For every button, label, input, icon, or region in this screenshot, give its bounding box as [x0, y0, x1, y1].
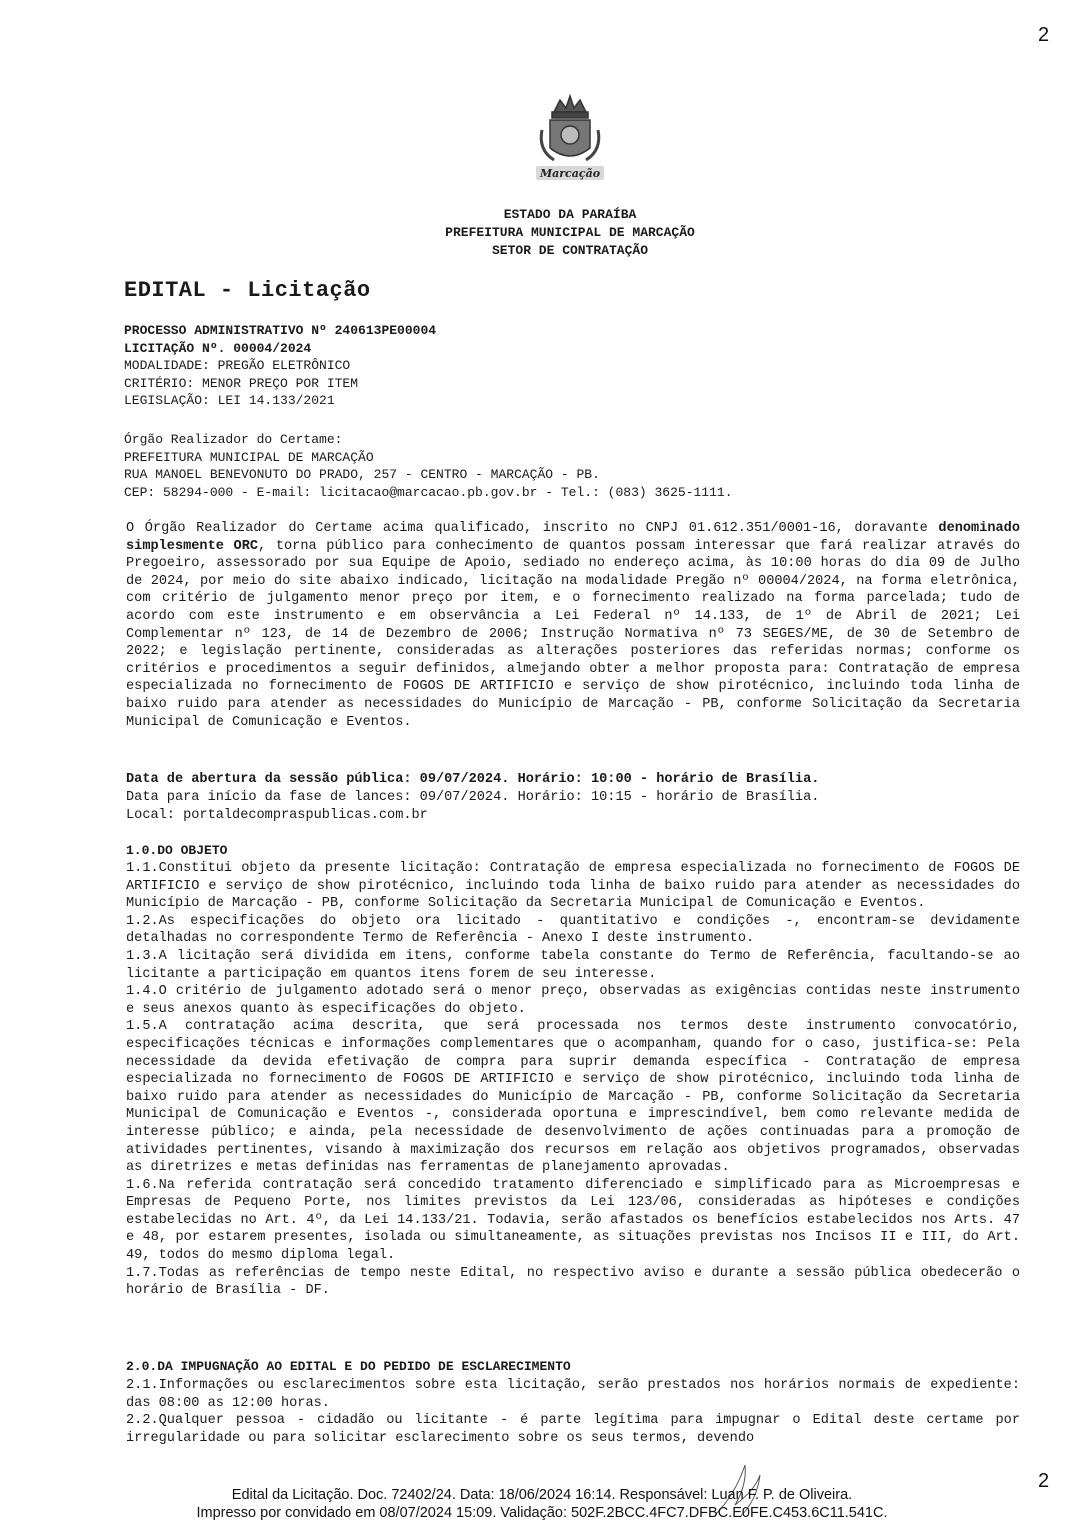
section1-item: 1.2.As especificações do objeto ora licitado - quantitativo e condições -, encontram-se devidamente detalhadas no correspondente Termo de Referência - Anexo I deste instrumento. [126, 913, 1020, 947]
section2-heading: 2.0.DA IMPUGNAÇÃO AO EDITAL E DO PEDIDO DE ESCLARECIMENTO [126, 1359, 571, 1374]
criterio-line: CRITÉRIO: MENOR PREÇO POR ITEM [124, 375, 359, 391]
prefecture-heading: PREFEITURA MUNICIPAL DE MARCAÇÃO [445, 225, 695, 240]
footer-line2: Impresso por convidado em 08/07/2024 15:09. Validação: 502F.2BCC.4FC7.DFBC.E0FE.C453.6C11.541C. [196, 1505, 888, 1521]
session-opening: Data de abertura da sessão pública: 09/07/2024. Horário: 10:00 - horário de Brasília. [126, 772, 820, 787]
legislacao-line: LEGISLAÇÃO: LEI 14.133/2021 [124, 393, 335, 408]
page-number-top: 2 [1038, 24, 1050, 46]
session-bids: Data para início da fase de lances: 09/07/2024. Horário: 10:15 - horário de Brasília. [126, 790, 820, 805]
section2-body [126, 1377, 1020, 1447]
orgao-name: PREFEITURA MUNICIPAL DE MARCAÇÃO [124, 449, 374, 465]
licitacao-line: LICITAÇÃO Nº. 00004/2024 [124, 340, 312, 356]
orgao-address: RUA MANOEL BENEVONUTO DO PRADO, 257 - CENTRO - MARCAÇÃO - PB. [124, 467, 600, 482]
processo-line: PROCESSO ADMINISTRATIVO Nº 240613PE00004 [124, 323, 437, 338]
logo-text: Marcação [539, 167, 601, 180]
section1-item: 1.4.O critério de julgamento adotado será o menor preço, observadas as exigências contidas neste instrumento e seus anexos quanto às especificações do objeto. [126, 984, 1020, 1017]
section2-item: 2.2.Qualquer pessoa - cidadão ou licitante - é parte legítima para impugnar o Edital deste certame por irregularidade ou para solicitar esclarecimento sobre os seus termos, devendo [126, 1413, 1020, 1446]
orgao-contact: CEP: 58294-000 - E-mail: licitacao@marcacao.pb.gov.br - Tel.: (083) 3625-1111. [124, 484, 733, 500]
footer-line1: Edital da Licitação. Doc. 72402/24. Data: 18/06/2024 16:14. Responsável: Luan F. P. de Oliveira. [231, 1487, 853, 1503]
section1-heading: 1.0.DO OBJETO [126, 843, 228, 858]
orgao-label: Órgão Realizador do Certame: [124, 432, 343, 447]
state-heading: ESTADO DA PARAÍBA [503, 207, 637, 222]
section1-item: 1.5.A contratação acima descrita, que será processada nos termos deste instrumento convocatório, especificações técnicas e informações complementares que o acompanham, quando for o caso, justifica-se: Pela necessidade da devida efetivação de compra para suprir demanda específica - Contratação de empresa especializada no fornecimento de FOGOS DE ARTIFICIO e serviço de show pirotécnico, incluindo toda linha de baixo ruido para atender as necessidades do Município de Marcação - PB, conforme Solicitação da Secretaria Municipal de Comunicação e Eventos -, considerada oportuna e imprescindível, bem como relevante medida de interesse público; e ainda, pela necessidade de desenvolvimento de ações continuadas para a promoção de atividades pertinentes, visando à maximização dos recursos em relação aos objetivos programados, observadas as diretrizes e metas definidas nas ferramentas de planejamento aprovadas. [126, 1019, 1020, 1176]
municipal-crest-logo [520, 90, 620, 190]
section1-body [126, 860, 1020, 1300]
process-meta [124, 322, 436, 410]
intro-part2: , torna público para conhecimento de quantos possam interessar que fará realizar através do Pregoeiro, assessorado por sua Equipe de Apoio, sediado no endereço acima, às 10:00 horas do dia 09 de Julho de 2024, por meio do site abaixo indicado, licitação na modalidade Pregão nº 00004/2024, na forma eletrônica, com critério de julgamento menor preço por item, e o fornecimento realizado na forma parcelada; tudo de acordo com este instrumento e em observância a Lei Federal nº 14.133, de 1º de Abril de 2021; Lei Complementar nº 123, de 14 de Dezembro de 2006; Instrução Normativa nº 73 SEGES/ME, de 30 de Setembro de 2022; e legislação pertinente, consideradas as alterações posteriores das referidas normas; conforme os critérios e procedimentos a seguir definidos, almejando obter a melhor proposta para: Contratação de empresa especializada no fornecimento de FOGOS DE ARTIFICIO e serviço de show pirotécnico, incluindo toda linha de baixo ruido para atender as necessidades do Município de Marcação - PB, conforme Solicitação da Secretaria Municipal de Comunicação e Eventos. [126, 538, 1020, 730]
page-number-bottom: 2 [1038, 1470, 1050, 1492]
section1-item: 1.6.Na referida contratação será concedido tratamento diferenciado e simplificado para as Microempresas e Empresas de Pequeno Porte, nos limites previstos da Lei 123/06, consideradas as hipóteses e condições estabelecidas no Art. 4º, da Lei 14.133/21. Todavia, serão afastados os benefícios estabelecidos nos Arts. 47 e 48, por estarem presentes, isolada ou simultaneamente, as situações previstas nos Incisos II e III, do Art. 49, todos do mesmo diploma legal. [126, 1177, 1020, 1264]
intro-part1: O Órgão Realizador do Certame acima qualificado, inscrito no CNPJ 01.612.351/0001-16, doravante [126, 521, 939, 536]
modalidade-line: MODALIDADE: PREGÃO ELETRÔNICO [124, 358, 351, 373]
orgao-block [124, 431, 733, 501]
intro-bold: denominado simplesmente ORC [126, 521, 1020, 554]
section1-item: 1.3.A licitação será dividida em itens, conforme tabela constante do Termo de Referência, facultando-se ao licitante a participação em quantos itens forem de seu interesse. [126, 948, 1020, 982]
intro-paragraph [126, 520, 1020, 731]
section2-item: 2.1.Informações ou esclarecimentos sobre esta licitação, serão prestados nos horários normais de expediente: das 08:00 as 12:00 horas. [126, 1378, 1020, 1411]
session-local: Local: portaldecompraspublicas.com.br [126, 808, 428, 823]
section1-item: 1.1.Constitui objeto da presente licitação: Contratação de empresa especializada no fornecimento de FOGOS DE ARTIFICIO e serviço de show pirotécnico, incluindo toda linha de baixo ruido para atender as necessidades do Município de Marcação - PB, conforme Solicitação da Secretaria Municipal de Comunicação e Eventos. [126, 861, 1020, 912]
document-title: EDITAL - Licitação [124, 278, 371, 303]
section1-item: 1.7.Todas as referências de tempo neste Edital, no respectivo aviso e durante a sessão pública obedecerão o horário de Brasília - DF. [126, 1265, 1020, 1299]
sector-heading: SETOR DE CONTRATAÇÃO [491, 243, 649, 258]
